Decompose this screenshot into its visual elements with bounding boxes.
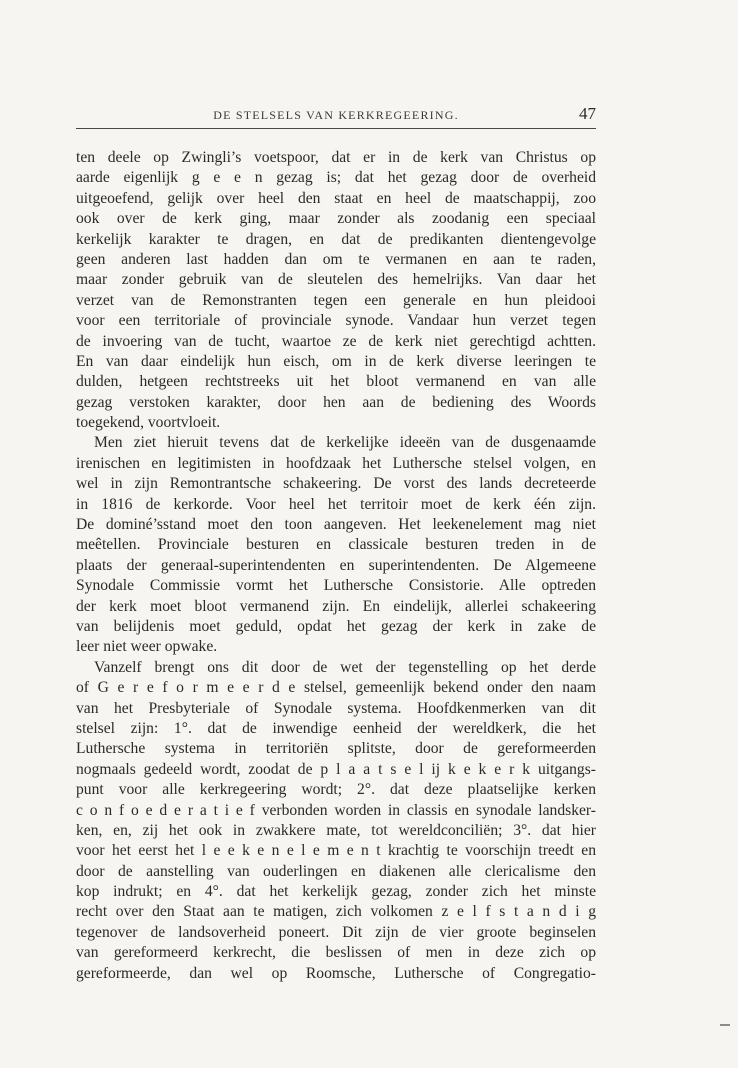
text-line: van gereformeerd kerkrecht, die beslissen of men in deze zich op [76, 944, 596, 962]
text-line: aarde eigenlijk g e e n gezag is; dat het gezag door de overheid [76, 169, 596, 187]
text-line: door de aanstelling van ouderlingen en diakenen alle clericalisme den [76, 862, 596, 880]
text-line: uitgeoefend, gelijk over heel den staat en heel de maatschappij, zoo [76, 189, 596, 207]
text-line: ook over de kerk ging, maar zonder als zoodanig een speciaal [76, 210, 596, 228]
text-line: de invoering van de tucht, waartoe ze de kerk niet gerechtigd achtten. [76, 332, 596, 350]
text-line: c o n f o e d e r a t i e f verbonden worden in classis en synodale landsker- [76, 801, 596, 819]
text-line: leer niet weer opwake. [76, 638, 218, 656]
text-line: van belijdenis moet geduld, opdat het gezag der kerk in zake de [76, 617, 596, 635]
text-line: geen anderen last hadden dan om te vermanen en aan te raden, [76, 250, 596, 268]
text-line: kop indrukt; en 4°. dat het kerkelijk gezag, zonder zich het minste [76, 883, 596, 901]
page-header [76, 104, 596, 128]
text-line: gezag verstoken karakter, door hen aan de bediening des Woords [76, 393, 596, 411]
text-line: nogmaals gedeeld wordt, zoodat de p l a a t s e l ij k e k e r k uitgangs- [76, 760, 596, 778]
header-rule [76, 128, 596, 129]
running-head: DE STELSELS VAN KERKREGEERING. [213, 108, 459, 122]
text-line: En van daar eindelijk hun eisch, om in de kerk diverse leeringen te [76, 352, 596, 370]
text-line: tegenover de landsoverheid poneert. Dit zijn de vier groote beginselen [76, 923, 596, 941]
text-line: dulden, hetgeen rechtstreeks uit het bloot vermanend en van alle [76, 373, 596, 391]
page-number: 47 [579, 104, 596, 123]
text-line: plaats der generaal-superintendenten en superintendenten. De Algemeene [76, 556, 596, 574]
text-line: maar zonder gebruik van de sleutelen des hemelrijks. Van daar het [76, 271, 596, 289]
text-line: irenischen en legitimisten in hoofdzaak het Luthersche stelsel volgen, en [76, 454, 596, 472]
text-line: stelsel zijn: 1°. dat de inwendige eenheid der wereldkerk, die het [76, 719, 596, 737]
text-line: van het Presbyteriale of Synodale systema. Hoofdkenmerken van dit [76, 699, 596, 717]
text-line: gereformeerde, dan wel op Roomsche, Luthersche of Congregatio- [76, 964, 596, 982]
paragraph-1 [76, 148, 596, 433]
text-line: ten deele op Zwingli’s voetspoor, dat er in de kerk van Christus op [76, 149, 596, 166]
text-line: meêtellen. Provinciale besturen en classicale besturen treden in de [76, 536, 596, 554]
text-line: wel in zijn Remontrantsche schakeering. De vorst des lands decreteerde [76, 475, 596, 493]
text-line: in 1816 de kerkorde. Voor heel het territoir moet de kerk één zijn. [76, 495, 596, 513]
text-line: recht over den Staat aan te matigen, zich volkomen z e l f s t a n d i g [76, 903, 596, 921]
text-line: Luthersche systema in territoriën splitste, door de gereformeerden [76, 740, 596, 758]
text-line: voor het eerst het l e e k e n e l e m e n t krachtig te voorschijn treedt en [76, 842, 596, 860]
text-line: voor een territoriale of provinciale synode. Vandaar hun verzet tegen [76, 312, 596, 330]
text-line: der kerk moet bloot vermanend zijn. En eindelijk, allerlei schakeering [76, 597, 596, 615]
text-line: Synodale Commissie vormt het Luthersche Consistorie. Alle optreden [76, 577, 596, 595]
text-line: kerkelijk karakter te dragen, en dat de predikanten dientengevolge [76, 230, 596, 248]
text-line: toegekend, voortvloeit. [76, 414, 221, 432]
paragraph-3 [76, 658, 596, 984]
text-line: Men ziet hieruit tevens dat de kerkelijke ideeën van de dusgenaamde [94, 434, 596, 452]
text-line: ken, en, zij het ook in zwakkere mate, tot wereldconciliën; 3°. dat hier [76, 821, 596, 839]
text-line: punt voor alle kerkregeering wordt; 2°. dat deze plaatselijke kerken [76, 781, 596, 799]
text-line: Vanzelf brengt ons dit door de wet der tegenstelling op het derde [94, 658, 596, 676]
text-line: of G e r e f o r m e e r d e stelsel, gemeenlijk bekend onder den naam [76, 679, 596, 697]
text-line: verzet van de Remonstranten tegen een generale en hun pleidooi [76, 291, 596, 309]
text-line: De dominé’sstand moet den toon aangeven. Het leekenelement mag niet [76, 516, 596, 534]
margin-mark [720, 1024, 730, 1026]
paragraph-2 [76, 433, 596, 657]
body-text [76, 148, 596, 984]
